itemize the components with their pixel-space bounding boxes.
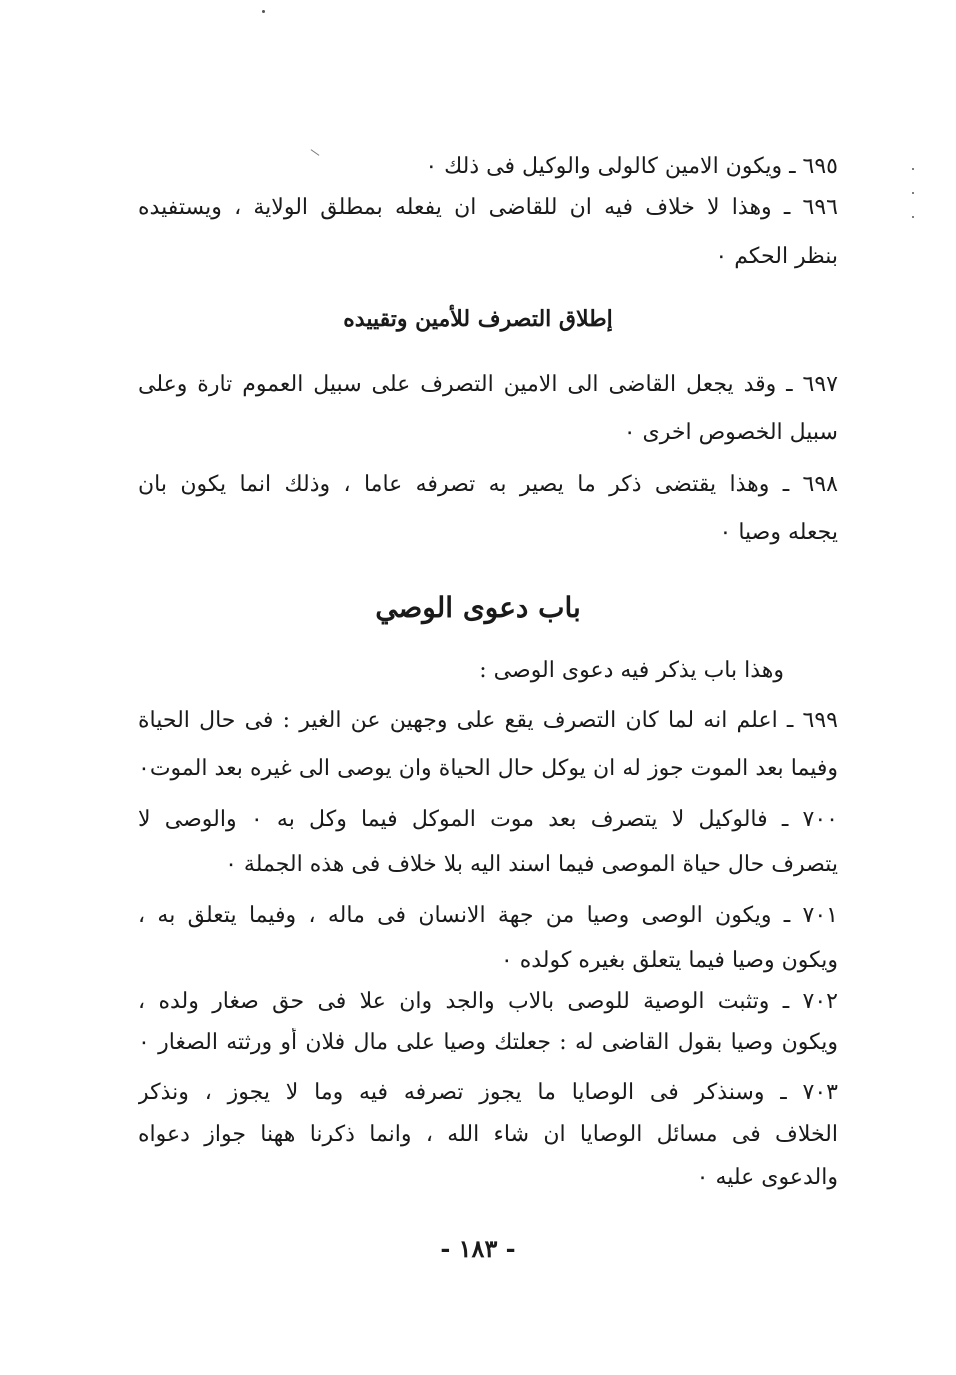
scan-mark	[311, 149, 320, 156]
scan-speck	[262, 10, 265, 13]
section-heading: إطلاق التصرف للأمين وتقييده	[343, 306, 613, 332]
paragraph-703-line-3: والدعوى عليه ٠	[696, 1165, 838, 1190]
paragraph-699-line-1: ٦٩٩ ـ اعلم انه لما كان التصرف يقع على وجهين عن الغير : فى حال الحياة	[138, 708, 838, 733]
paragraph-702-line-1: ٧٠٢ ـ وتثبت الوصية للوصى بالاب والجد وان علا فى حق صغار ولده ،	[138, 989, 838, 1014]
paragraph-701-line-2: ويكون وصيا فيما يتعلق بغيره كولده ٠	[500, 948, 838, 973]
paragraph-703-line-1: ٧٠٣ ـ وسنذكر فى الوصايا ما يجوز تصرفه فيه وما لا يجوز ، ونذكر	[138, 1080, 838, 1105]
paragraph-700-line-1: ٧٠٠ ـ فالوكيل لا يتصرف بعد موت الموكل فيما وكل به ٠ والوصى لا	[138, 807, 838, 832]
scan-speck	[912, 192, 914, 194]
paragraph-702-line-2: ويكون وصيا بقول القاضى له : جعلتك وصيا على مال فلان أو ورثته الصغار ٠	[138, 1030, 838, 1055]
paragraph-697-line-1: ٦٩٧ ـ وقد يجعل القاضى الى الامين التصرف على سبيل العموم تارة وعلى	[138, 372, 838, 397]
paragraph-701-line-1: ٧٠١ ـ ويكون الوصى وصيا من جهة الانسان فى ماله ، وفيما يتعلق به ،	[138, 903, 838, 928]
paragraph-698-line-1: ٦٩٨ ـ وهذا يقتضى ذكر ما يصير به تصرفه عاما ، وذلك انما يكون بان	[138, 472, 838, 497]
paragraph-699-line-2: وفيما بعد الموت جوز له ان يوكل حال الحياة وان يوصى الى غيره بعد الموت٠	[138, 756, 838, 781]
page-number: - ١٨٣ -	[440, 1234, 516, 1263]
paragraph-698-line-2: يجعله وصيا ٠	[719, 520, 838, 545]
scan-speck	[912, 168, 914, 170]
paragraph-703-line-2: الخلاف فى مسائل الوصايا ان شاء الله ، وانما ذكرنا ههنا جواز دعواه	[138, 1122, 838, 1147]
paragraph-695: ٦٩٥ ـ ويكون الامين كالولى والوكيل فى ذلك ٠	[425, 154, 838, 179]
paragraph-697-line-2: سبيل الخصوص اخرى ٠	[623, 420, 838, 445]
paragraph-696-line-2: بنظر الحكم ٠	[715, 244, 838, 269]
paragraph-696-line-1: ٦٩٦ ـ وهذا لا خلاف فيه ان للقاضى ان يفعله بمطلق الولاية ، ويستفيده	[138, 195, 838, 220]
scan-speck	[912, 216, 914, 218]
chapter-intro: وهذا باب يذكر فيه دعوى الوصى :	[479, 658, 784, 683]
chapter-title: باب دعوى الوصي	[375, 591, 581, 624]
paragraph-700-line-2: يتصرف حال حياة الموصى فيما اسند اليه بلا خلاف فى هذه الجملة ٠	[225, 852, 838, 877]
